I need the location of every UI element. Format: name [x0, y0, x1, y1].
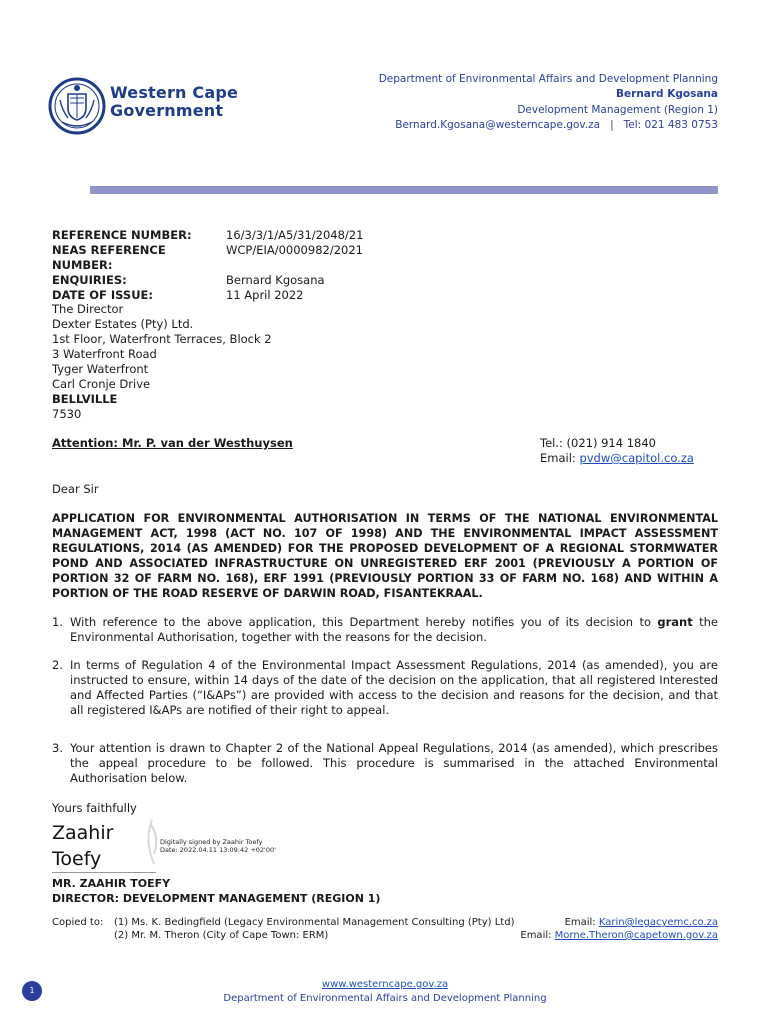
digital-signed-date: Date: 2022.04.11 13:09:42 +02'00' — [160, 846, 276, 854]
wcg-logo — [48, 74, 248, 138]
signature-divider — [52, 872, 156, 873]
copied-email-link[interactable]: Morne.Theron@capetown.gov.za — [554, 930, 718, 941]
recipient-email-line — [540, 451, 694, 466]
ref-value: 16/3/3/1/A5/31/2048/21 — [226, 228, 364, 242]
list-item — [52, 615, 718, 645]
item-number: 2. — [52, 658, 63, 672]
header-department: Department of Environmental Affairs and Development Planning — [378, 73, 718, 85]
page-number-badge: 1 — [22, 981, 42, 1001]
ref-value: Bernard Kgosana — [226, 273, 325, 287]
recipient-tel: Tel.: (021) 914 1840 — [540, 436, 656, 450]
header-tel: Tel: 021 483 0753 — [623, 119, 718, 131]
item-number: 1. — [52, 615, 63, 629]
coat-of-arms-icon — [48, 74, 110, 138]
item-text — [70, 615, 718, 645]
item-text-post: the Environmental Authorisation, together with the reasons for the decision. — [70, 615, 719, 644]
logo-line2: Government — [110, 101, 224, 120]
item-text: In terms of Regulation 4 of the Environmental Impact Assessment Regulations, 2014 (as amended), you are instructed to ensure, within 14 days of the date of the decision on the application, that all registered Interested and Affected Parties (“I&APs”) are provided with access to the decision and reasons for the decision, and that all registered I&APs are notified of their right to appeal. — [70, 658, 718, 717]
email-label: Email: — [520, 930, 555, 941]
copied-label: Copied to: — [52, 917, 104, 928]
logo-wordmark — [110, 84, 238, 120]
reference-block — [52, 228, 363, 303]
attention-line: Attention: Mr. P. van der Westhuysen — [52, 436, 293, 450]
footer-department: Department of Environmental Affairs and Development Planning — [223, 993, 547, 1004]
item-text-pre: With reference to the above application, this Department hereby notifies you of its decision to — [70, 615, 658, 629]
ref-label: DATE OF ISSUE: — [52, 288, 154, 302]
logo-line1: Western Cape — [110, 83, 239, 102]
address-city: BELLVILLE — [52, 392, 118, 406]
header-separator: | — [610, 119, 614, 131]
copied-row — [52, 916, 718, 929]
email-label: Email: — [540, 451, 580, 465]
ref-row — [52, 243, 363, 273]
address-line: Tyger Waterfront — [52, 362, 149, 376]
item-text: Your attention is drawn to Chapter 2 of the National Appeal Regulations, 2014 (as amended), which prescribes the appeal procedure to be followed. This procedure is summarised in the attached Environmental Authorisation below. — [70, 741, 718, 785]
header-person-name: Bernard Kgosana — [616, 88, 718, 100]
copied-recipient: (2) Mr. M. Theron (City of Cape Town: ERM) — [114, 930, 329, 941]
header-email[interactable]: Bernard.Kgosana@westerncape.gov.za — [395, 119, 601, 131]
copied-row — [52, 929, 718, 942]
digital-signed-by: Digitally signed by Zaahir Toefy — [160, 838, 263, 846]
signature-last: Toefy — [52, 848, 102, 870]
address-line: 3 Waterfront Road — [52, 347, 157, 361]
item-number: 3. — [52, 741, 63, 755]
signer-name: MR. ZAAHIR TOEFY — [52, 877, 171, 890]
signer-title: DIRECTOR: DEVELOPMENT MANAGEMENT (REGION 1) — [52, 892, 381, 905]
ref-label: ENQUIRIES: — [52, 273, 127, 287]
signature-name — [52, 820, 113, 872]
ref-value: WCP/EIA/0000982/2021 — [226, 243, 363, 257]
recipient-address — [52, 302, 272, 422]
list-item — [52, 658, 718, 718]
recipient-email-link[interactable]: pvdw@capitol.co.za — [579, 451, 694, 465]
copied-email-link[interactable]: Karin@legacyemc.co.za — [598, 917, 718, 928]
address-line: 1st Floor, Waterfront Terraces, Block 2 — [52, 332, 272, 346]
copied-label-spacer — [52, 929, 114, 942]
closing: Yours faithfully — [52, 801, 137, 815]
header-unit: Development Management (Region 1) — [517, 104, 718, 116]
address-line: Carl Cronje Drive — [52, 377, 151, 391]
item-text-bold: grant — [657, 615, 693, 629]
footer-url-link[interactable]: www.westerncape.gov.za — [321, 979, 449, 990]
header-rule — [90, 186, 718, 194]
copied-email — [520, 929, 718, 942]
copied-recipient: (1) Ms. K. Bedingfield (Legacy Environmental Management Consulting (Pty) Ltd) — [114, 917, 515, 928]
recipient-contact — [540, 436, 694, 466]
signature-first: Zaahir — [52, 822, 114, 844]
copied-to-block — [52, 916, 718, 942]
signer-block — [52, 876, 380, 906]
ref-label: NEAS REFERENCE NUMBER: — [52, 243, 166, 272]
header-person — [616, 87, 718, 103]
ref-row — [52, 273, 363, 288]
address-line: The Director — [52, 302, 124, 316]
ref-label: REFERENCE NUMBER: — [52, 228, 192, 242]
ref-row — [52, 288, 363, 303]
footer-url — [0, 978, 770, 992]
ref-value: 11 April 2022 — [226, 288, 304, 302]
copied-email — [565, 916, 718, 929]
ref-row — [52, 228, 363, 243]
salutation: Dear Sir — [52, 482, 99, 496]
header-contact-line — [395, 118, 718, 134]
list-item — [52, 741, 718, 786]
address-line: Dexter Estates (Pty) Ltd. — [52, 317, 194, 331]
letter-subject: APPLICATION FOR ENVIRONMENTAL AUTHORISATION IN TERMS OF THE NATIONAL ENVIRONMENTAL MANAGEMENT ACT, 1998 (ACT NO. 107 OF 1998) AND THE ENVIRONMENTAL IMPACT ASSESSMENT REGULATIONS, 2014 (AS AMENDED) FOR THE PROPOSED DEVELOPMENT OF A REGIONAL STORMWATER POND AND ASSOCIATED INFRASTRUCTURE ON UNREGISTERED ERF 2001 (PREVIOUSLY A PORTION OF PORTION 32 OF FARM NO. 168), ERF 1991 (PREVIOUSLY PORTION 33 OF FARM NO. 168) AND WITHIN A PORTION OF THE ROAD RESERVE OF DARWIN ROAD, FISANTEKRAAL. — [52, 512, 718, 600]
address-postcode: 7530 — [52, 407, 82, 421]
email-label: Email: — [564, 917, 599, 928]
digital-signature-note — [160, 838, 276, 854]
